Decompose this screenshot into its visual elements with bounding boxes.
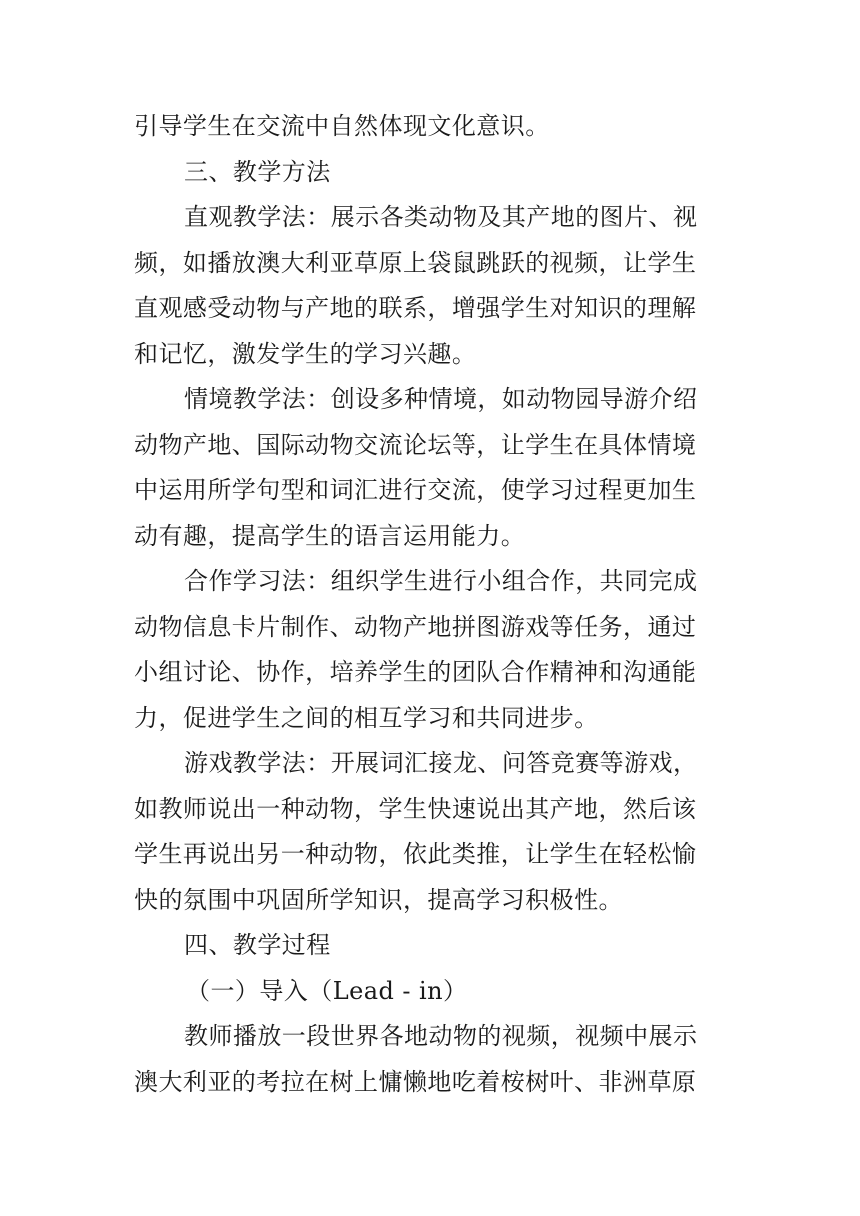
document-body bbox=[134, 104, 734, 1105]
text-line-13: 小组讨论、协作，培养学生的团队合作精神和沟通能 bbox=[134, 658, 697, 686]
text-line-3: 直观教学法：展示各类动物及其产地的图片、视 bbox=[184, 203, 698, 231]
text-line-22: 澳大利亚的考拉在树上慵懒地吃着桉树叶、非洲草原 bbox=[134, 1067, 697, 1096]
text-line-8: 动物产地、国际动物交流论坛等，让学生在具体情境 bbox=[134, 430, 697, 459]
text-line-1: 引导学生在交流中自然体现文化意识。 bbox=[134, 112, 550, 140]
text-line-12: 动物信息卡片制作、动物产地拼图游戏等任务，通过 bbox=[134, 612, 697, 641]
text-line-5: 直观感受动物与产地的联系，增强学生对知识的理解 bbox=[134, 294, 697, 322]
text-line-16: 如教师说出一种动物，学生快速说出其产地，然后该 bbox=[134, 794, 697, 823]
text-line-21: 教师播放一段世界各地动物的视频，视频中展示 bbox=[184, 1022, 698, 1050]
text-line-14: 力，促进学生之间的相互学习和共同进步。 bbox=[134, 703, 599, 732]
text-line-10: 动有趣，提高学生的语言运用能力。 bbox=[134, 521, 526, 550]
text-line-6: 和记忆，激发学生的学习兴趣。 bbox=[134, 339, 477, 368]
section-heading-teaching-methods: 三、教学方法 bbox=[184, 157, 331, 186]
text-line-9: 中运用所学句型和词汇进行交流，使学习过程更加生 bbox=[134, 476, 697, 504]
text-line-17: 学生再说出另一种动物，依此类推，让学生在轻松愉 bbox=[134, 840, 697, 868]
text-line-18: 快的氛围中巩固所学知识，提高学习积极性。 bbox=[134, 885, 623, 914]
text-line-7: 情境教学法：创设多种情境，如动物园导游介绍 bbox=[184, 385, 698, 413]
text-line-15: 游戏教学法：开展词汇接龙、问答竞赛等游戏， bbox=[184, 749, 698, 777]
text-line-4: 频，如播放澳大利亚草原上袋鼠跳跃的视频，让学生 bbox=[134, 248, 697, 277]
section-heading-teaching-process: 四、教学过程 bbox=[184, 931, 331, 959]
text-line-11: 合作学习法：组织学生进行小组合作，共同完成 bbox=[184, 567, 698, 595]
subsection-heading-lead-in: （一）导入（Lead - in） bbox=[186, 976, 468, 1005]
